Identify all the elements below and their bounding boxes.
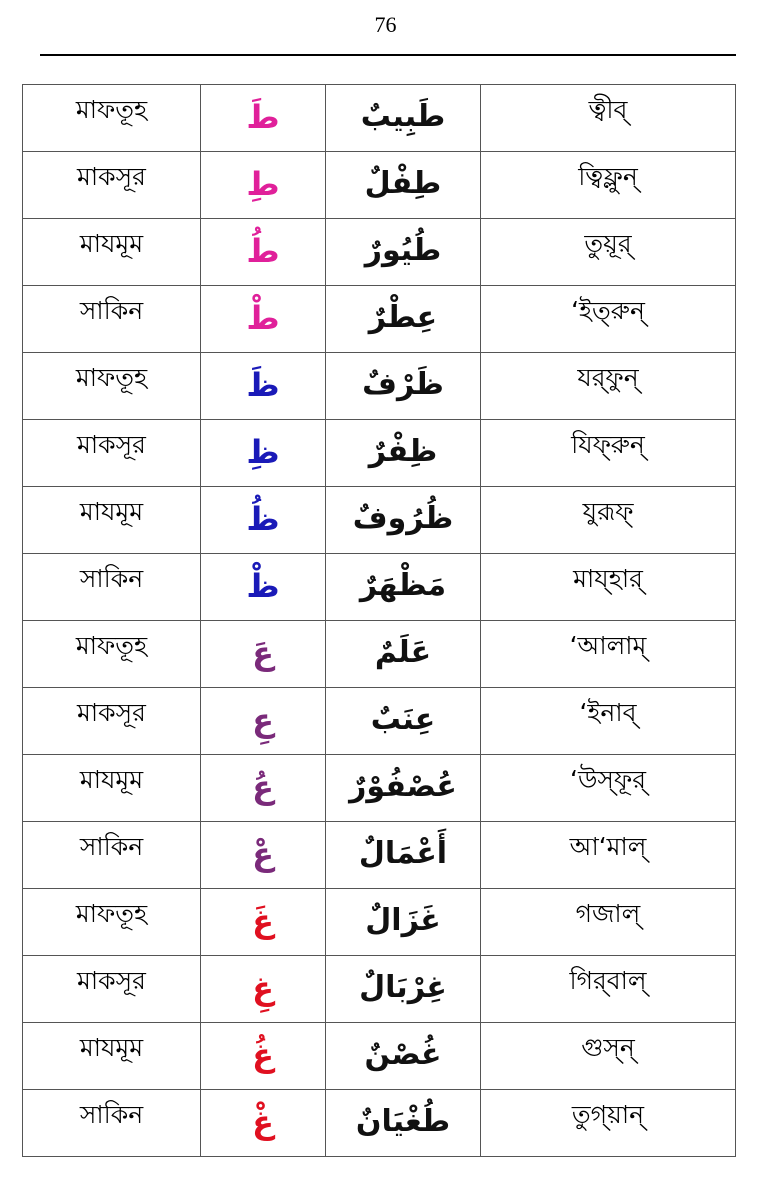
translit-cell	[481, 1023, 736, 1090]
arabic-letter: ظِ	[246, 433, 280, 471]
table-row	[23, 755, 736, 822]
vowel-cell	[23, 152, 201, 219]
arabic-word: غَزَالٌ	[365, 903, 441, 938]
letter-table	[22, 84, 736, 1157]
vowel-name: সাকিন	[79, 1100, 144, 1129]
page-number: 76	[374, 12, 397, 37]
vowel-name: মাযমূম	[79, 765, 144, 794]
translit-cell	[481, 353, 736, 420]
vowel-name: মাকসূর	[77, 162, 146, 191]
translit-cell	[481, 554, 736, 621]
vowel-cell	[23, 956, 201, 1023]
translit-cell	[481, 956, 736, 1023]
translit-cell	[481, 822, 736, 889]
word-cell	[326, 85, 481, 152]
translit-cell	[481, 889, 736, 956]
letter-cell	[201, 286, 326, 353]
word-cell	[326, 152, 481, 219]
transliteration: গজাল্	[575, 899, 641, 928]
vowel-cell	[23, 621, 201, 688]
vowel-cell	[23, 420, 201, 487]
table-row	[23, 219, 736, 286]
letter-cell	[201, 152, 326, 219]
letter-cell	[201, 1090, 326, 1157]
letter-cell	[201, 755, 326, 822]
vowel-name: মাকসূর	[77, 966, 146, 995]
arabic-word: طَبِيبٌ	[360, 99, 446, 134]
arabic-letter: عَ	[252, 634, 274, 672]
transliteration: গুস্‌ন্	[581, 1033, 635, 1062]
arabic-word: عَلَمٌ	[374, 635, 432, 670]
word-cell	[326, 889, 481, 956]
transliteration: যর্‌ফুন্	[577, 363, 639, 392]
letter-cell	[201, 822, 326, 889]
vowel-name: মাকসূর	[77, 698, 146, 727]
table-row	[23, 554, 736, 621]
arabic-letter: ظْ	[246, 567, 280, 605]
transliteration: যিফ্‌রুন্	[571, 430, 645, 459]
table-row	[23, 956, 736, 1023]
letter-cell	[201, 353, 326, 420]
table-row	[23, 286, 736, 353]
translit-cell	[481, 152, 736, 219]
vowel-name: মাযমূম	[79, 229, 144, 258]
vowel-name: মাফতূহ	[75, 95, 148, 124]
word-cell	[326, 554, 481, 621]
arabic-letter: طَ	[246, 98, 280, 136]
transliteration: মায্‌হার্	[573, 564, 643, 593]
arabic-letter: غِ	[252, 969, 274, 1007]
arabic-letter: ظُ	[246, 500, 280, 538]
arabic-word: طُيُورٌ	[364, 233, 442, 268]
table-row	[23, 621, 736, 688]
transliteration: তুগ্‌য়ান্	[571, 1100, 645, 1129]
vowel-cell	[23, 487, 201, 554]
arabic-word: أَعْمَالٌ	[358, 836, 448, 871]
header-rule	[40, 54, 736, 56]
translit-cell	[481, 420, 736, 487]
word-cell	[326, 1023, 481, 1090]
arabic-word: غِرْبَالٌ	[359, 970, 447, 1005]
translit-cell	[481, 1090, 736, 1157]
arabic-word: طِفْلٌ	[364, 166, 442, 201]
arabic-word: مَظْهَرٌ	[359, 568, 447, 603]
translit-cell	[481, 688, 736, 755]
word-cell	[326, 688, 481, 755]
vowel-name: মাযমূম	[79, 497, 144, 526]
vowel-cell	[23, 1023, 201, 1090]
word-cell	[326, 487, 481, 554]
letter-cell	[201, 219, 326, 286]
letter-cell	[201, 85, 326, 152]
transliteration: তুয়ূর্	[584, 229, 632, 258]
vowel-cell	[23, 755, 201, 822]
vowel-name: মাকসূর	[77, 430, 146, 459]
letter-cell	[201, 956, 326, 1023]
arabic-word: ظَرْفٌ	[362, 367, 444, 402]
vowel-cell	[23, 286, 201, 353]
translit-cell	[481, 85, 736, 152]
vowel-name: সাকিন	[79, 832, 144, 861]
vowel-name: সাকিন	[79, 564, 144, 593]
word-cell	[326, 822, 481, 889]
arabic-letter: غَ	[252, 902, 274, 940]
word-cell	[326, 956, 481, 1023]
translit-cell	[481, 621, 736, 688]
transliteration: ‘ইনাব্	[579, 698, 637, 727]
table-row	[23, 152, 736, 219]
vowel-cell	[23, 822, 201, 889]
arabic-letter: عِ	[252, 701, 274, 739]
table-row	[23, 1023, 736, 1090]
vowel-cell	[23, 85, 201, 152]
vowel-name: সাকিন	[79, 296, 144, 325]
arabic-letter: غْ	[252, 1103, 274, 1141]
arabic-word: ظِفْرٌ	[368, 434, 438, 469]
translit-cell	[481, 286, 736, 353]
vowel-name: মাফতূহ	[75, 363, 148, 392]
arabic-word: ظُرُوفٌ	[352, 501, 454, 536]
arabic-letter: طِ	[246, 165, 280, 203]
letter-cell	[201, 889, 326, 956]
vowel-cell	[23, 219, 201, 286]
transliteration: ‘ইত্‌রুন্	[571, 296, 645, 325]
arabic-letter: طُ	[246, 232, 280, 270]
arabic-letter: عُ	[252, 768, 274, 806]
table-row	[23, 85, 736, 152]
letter-cell	[201, 487, 326, 554]
vowel-cell	[23, 554, 201, 621]
arabic-word: عُصْفُوْرٌ	[349, 769, 457, 804]
arabic-word: طُغْيَانٌ	[355, 1104, 451, 1139]
letter-cell	[201, 420, 326, 487]
arabic-letter: ظَ	[246, 366, 280, 404]
table-row	[23, 1090, 736, 1157]
letter-cell	[201, 1023, 326, 1090]
vowel-cell	[23, 688, 201, 755]
word-cell	[326, 621, 481, 688]
transliteration: ত্বীব্	[588, 95, 628, 124]
transliteration: গির্‌বাল্	[569, 966, 647, 995]
vowel-name: মাযমূম	[79, 1033, 144, 1062]
vowel-name: মাফতূহ	[75, 631, 148, 660]
word-cell	[326, 420, 481, 487]
table-row	[23, 889, 736, 956]
transliteration: ত্বিফ্লুন্	[578, 162, 638, 191]
translit-cell	[481, 219, 736, 286]
arabic-letter: غُ	[252, 1036, 274, 1074]
table-row	[23, 420, 736, 487]
translit-cell	[481, 487, 736, 554]
letter-table-body	[23, 85, 736, 1157]
arabic-word: عِطْرٌ	[368, 300, 438, 335]
arabic-word: عِنَبٌ	[370, 702, 436, 737]
word-cell	[326, 353, 481, 420]
letter-cell	[201, 688, 326, 755]
vowel-cell	[23, 1090, 201, 1157]
translit-cell	[481, 755, 736, 822]
vowel-name: মাফতূহ	[75, 899, 148, 928]
arabic-letter: طْ	[246, 299, 280, 337]
transliteration: যুরূফ্	[582, 497, 634, 526]
word-cell	[326, 1090, 481, 1157]
transliteration: ‘আলাম্	[569, 631, 647, 660]
table-row	[23, 822, 736, 889]
transliteration: আ‘মাল্	[569, 832, 647, 861]
arabic-word: غُصْنٌ	[364, 1037, 442, 1072]
transliteration: ‘উস্‌ফূর্	[570, 765, 646, 794]
vowel-cell	[23, 889, 201, 956]
word-cell	[326, 286, 481, 353]
word-cell	[326, 219, 481, 286]
vowel-cell	[23, 353, 201, 420]
word-cell	[326, 755, 481, 822]
table-row	[23, 353, 736, 420]
letter-cell	[201, 621, 326, 688]
letter-cell	[201, 554, 326, 621]
table-row	[23, 487, 736, 554]
arabic-letter: عْ	[252, 835, 274, 873]
table-row	[23, 688, 736, 755]
